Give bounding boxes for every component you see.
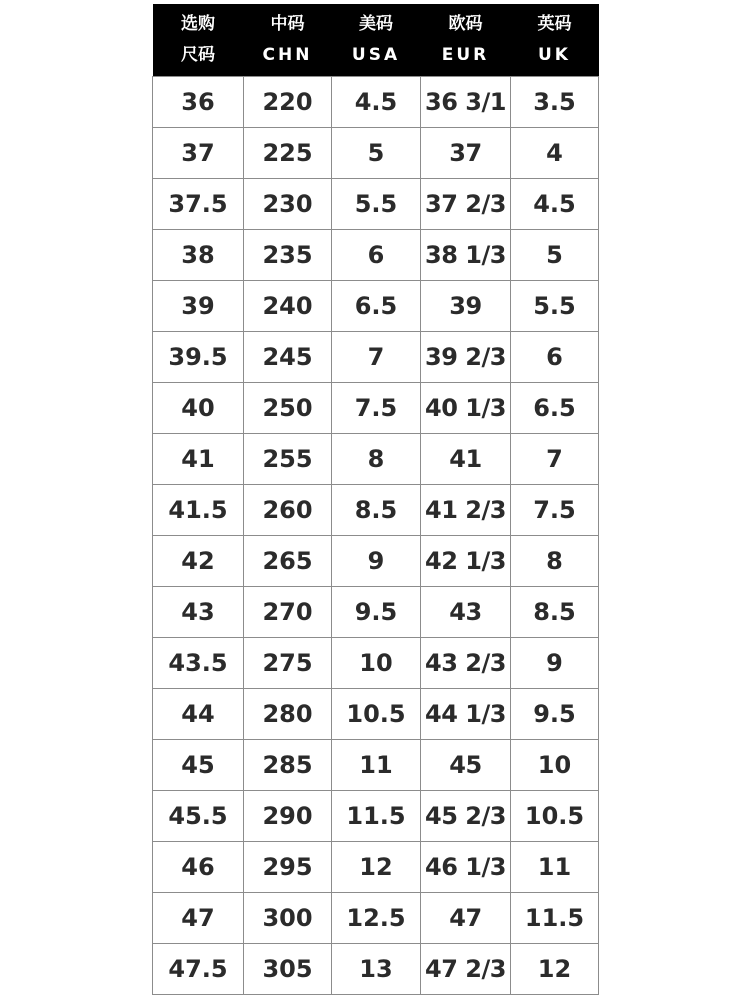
table-row (153, 230, 599, 281)
usa-size-cell: 7 (332, 332, 421, 383)
table-row (153, 689, 599, 740)
size-chart-body (153, 77, 599, 995)
table-row (153, 179, 599, 230)
usa-size-cell: 8.5 (332, 485, 421, 536)
uk-size-cell: 6 (511, 332, 599, 383)
chn-size-cell: 265 (244, 536, 332, 587)
eur-size-cell: 45 2/3 (421, 791, 511, 842)
table-row (153, 128, 599, 179)
uk-size-cell: 6.5 (511, 383, 599, 434)
usa-size-cell: 9 (332, 536, 421, 587)
header-cn-label: 美码 (359, 14, 393, 34)
uk-size-cell: 4 (511, 128, 599, 179)
chn-size-cell: 225 (244, 128, 332, 179)
table-row (153, 434, 599, 485)
chn-size-cell: 255 (244, 434, 332, 485)
header-en-label: CHN (262, 45, 313, 65)
header-row (153, 4, 599, 77)
table-row (153, 332, 599, 383)
header-chn (244, 4, 332, 77)
selected-size-cell: 40 (153, 383, 244, 434)
eur-size-cell: 42 1/3 (421, 536, 511, 587)
usa-size-cell: 11.5 (332, 791, 421, 842)
size-chart-header (153, 4, 599, 77)
table-row (153, 281, 599, 332)
chn-size-cell: 245 (244, 332, 332, 383)
eur-size-cell: 39 2/3 (421, 332, 511, 383)
selected-size-cell: 43.5 (153, 638, 244, 689)
usa-size-cell: 4.5 (332, 77, 421, 128)
eur-size-cell: 36 3/1 (421, 77, 511, 128)
selected-size-cell: 42 (153, 536, 244, 587)
usa-size-cell: 6 (332, 230, 421, 281)
usa-size-cell: 12.5 (332, 893, 421, 944)
usa-size-cell: 10.5 (332, 689, 421, 740)
usa-size-cell: 5.5 (332, 179, 421, 230)
usa-size-cell: 6.5 (332, 281, 421, 332)
chn-size-cell: 250 (244, 383, 332, 434)
chn-size-cell: 305 (244, 944, 332, 995)
eur-size-cell: 39 (421, 281, 511, 332)
table-row (153, 893, 599, 944)
chn-size-cell: 300 (244, 893, 332, 944)
uk-size-cell: 11.5 (511, 893, 599, 944)
selected-size-cell: 47.5 (153, 944, 244, 995)
chn-size-cell: 275 (244, 638, 332, 689)
uk-size-cell: 4.5 (511, 179, 599, 230)
header-en-label: EUR (441, 45, 490, 65)
uk-size-cell: 3.5 (511, 77, 599, 128)
table-row (153, 536, 599, 587)
uk-size-cell: 7.5 (511, 485, 599, 536)
uk-size-cell: 8.5 (511, 587, 599, 638)
header-usa (332, 4, 421, 77)
chn-size-cell: 285 (244, 740, 332, 791)
uk-size-cell: 10 (511, 740, 599, 791)
uk-size-cell: 5 (511, 230, 599, 281)
eur-size-cell: 38 1/3 (421, 230, 511, 281)
chn-size-cell: 230 (244, 179, 332, 230)
table-row (153, 842, 599, 893)
eur-size-cell: 47 (421, 893, 511, 944)
uk-size-cell: 5.5 (511, 281, 599, 332)
chn-size-cell: 290 (244, 791, 332, 842)
table-row (153, 383, 599, 434)
uk-size-cell: 11 (511, 842, 599, 893)
table-row (153, 944, 599, 995)
uk-size-cell: 12 (511, 944, 599, 995)
header-cn-label: 选购 (181, 14, 215, 34)
header-cn-label: 英码 (537, 14, 572, 34)
selected-size-cell: 41.5 (153, 485, 244, 536)
selected-size-cell: 41 (153, 434, 244, 485)
table-row (153, 791, 599, 842)
chn-size-cell: 235 (244, 230, 332, 281)
header-uk (511, 4, 599, 77)
chn-size-cell: 270 (244, 587, 332, 638)
eur-size-cell: 47 2/3 (421, 944, 511, 995)
selected-size-cell: 46 (153, 842, 244, 893)
chn-size-cell: 280 (244, 689, 332, 740)
selected-size-cell: 36 (153, 77, 244, 128)
header-en-label: 尺码 (181, 45, 215, 65)
header-selected-size (153, 4, 244, 77)
eur-size-cell: 37 (421, 128, 511, 179)
eur-size-cell: 44 1/3 (421, 689, 511, 740)
shoe-size-chart (152, 4, 599, 995)
uk-size-cell: 10.5 (511, 791, 599, 842)
usa-size-cell: 10 (332, 638, 421, 689)
table-row (153, 77, 599, 128)
selected-size-cell: 43 (153, 587, 244, 638)
chn-size-cell: 260 (244, 485, 332, 536)
uk-size-cell: 8 (511, 536, 599, 587)
usa-size-cell: 12 (332, 842, 421, 893)
chn-size-cell: 295 (244, 842, 332, 893)
usa-size-cell: 11 (332, 740, 421, 791)
table-row (153, 485, 599, 536)
header-eur (421, 4, 511, 77)
header-en-label: UK (538, 45, 571, 65)
selected-size-cell: 39 (153, 281, 244, 332)
selected-size-cell: 47 (153, 893, 244, 944)
eur-size-cell: 37 2/3 (421, 179, 511, 230)
table-row (153, 638, 599, 689)
selected-size-cell: 44 (153, 689, 244, 740)
eur-size-cell: 41 (421, 434, 511, 485)
eur-size-cell: 40 1/3 (421, 383, 511, 434)
header-cn-label: 中码 (270, 14, 305, 34)
selected-size-cell: 37.5 (153, 179, 244, 230)
selected-size-cell: 45.5 (153, 791, 244, 842)
usa-size-cell: 9.5 (332, 587, 421, 638)
eur-size-cell: 41 2/3 (421, 485, 511, 536)
uk-size-cell: 9 (511, 638, 599, 689)
table-row (153, 587, 599, 638)
usa-size-cell: 13 (332, 944, 421, 995)
eur-size-cell: 46 1/3 (421, 842, 511, 893)
usa-size-cell: 8 (332, 434, 421, 485)
usa-size-cell: 7.5 (332, 383, 421, 434)
chn-size-cell: 220 (244, 77, 332, 128)
selected-size-cell: 38 (153, 230, 244, 281)
eur-size-cell: 43 2/3 (421, 638, 511, 689)
table-row (153, 740, 599, 791)
selected-size-cell: 45 (153, 740, 244, 791)
selected-size-cell: 39.5 (153, 332, 244, 383)
uk-size-cell: 9.5 (511, 689, 599, 740)
header-en-label: USA (351, 45, 401, 65)
eur-size-cell: 45 (421, 740, 511, 791)
uk-size-cell: 7 (511, 434, 599, 485)
chn-size-cell: 240 (244, 281, 332, 332)
header-cn-label: 欧码 (448, 14, 483, 34)
eur-size-cell: 43 (421, 587, 511, 638)
usa-size-cell: 5 (332, 128, 421, 179)
selected-size-cell: 37 (153, 128, 244, 179)
